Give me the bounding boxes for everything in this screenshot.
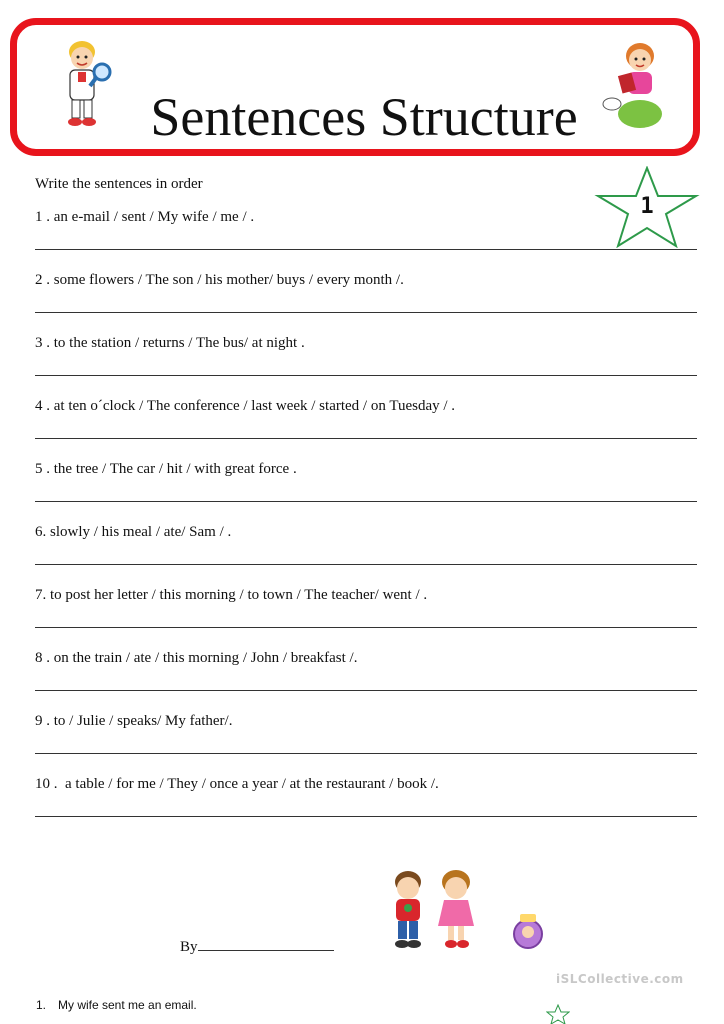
exercise-prompt: 5 . the tree / The car / hit / with great force .	[35, 461, 297, 477]
by-label: By	[180, 939, 198, 955]
answer-line[interactable]	[35, 438, 697, 439]
exercise-prompt: 7. to post her letter / this morning / to town / The teacher/ went / .	[35, 587, 428, 603]
exercise-item	[35, 207, 697, 227]
exercise-prompt: 3 . to the station / returns / The bus/ at night .	[35, 335, 305, 351]
exercise-prompt: 4 . at ten o´clock / The conference / last week / started / on Tuesday / .	[35, 398, 456, 414]
exercise-item	[35, 774, 697, 794]
answer-line[interactable]	[35, 564, 697, 565]
girl-reading-illustration	[600, 40, 666, 130]
exercise-item	[35, 396, 697, 416]
star-icon	[546, 1004, 570, 1024]
answer-line[interactable]	[35, 312, 697, 313]
answer-text: My wife sent me an email.	[58, 998, 197, 1012]
answer-number: 1.	[36, 998, 47, 1012]
worksheet-number: 1	[640, 194, 654, 219]
answer-key	[36, 998, 197, 1012]
exercise-prompt: 6. slowly / his meal / ate/ Sam / .	[35, 524, 232, 540]
answer-line[interactable]	[35, 816, 697, 817]
exercise-item	[35, 459, 697, 479]
exercise-item	[35, 333, 697, 353]
boy-with-magnifier-illustration	[58, 38, 114, 128]
exercise-prompt: 2 . some flowers / The son / his mother/ buys / every month /.	[35, 272, 404, 288]
answer-line[interactable]	[35, 627, 697, 628]
exercise-item	[35, 270, 697, 290]
answer-line[interactable]	[35, 753, 697, 754]
exercise-item	[35, 585, 697, 605]
author-name-line[interactable]	[198, 936, 334, 951]
answer-line[interactable]	[35, 501, 697, 502]
exercise-item	[35, 711, 697, 731]
exercise-item	[35, 648, 697, 668]
author-signature	[180, 936, 334, 956]
exercise-prompt: 8 . on the train / ate / this morning / John / breakfast /.	[35, 650, 358, 666]
answer-line[interactable]	[35, 375, 697, 376]
exercise-prompt: 9 . to / Julie / speaks/ My father/.	[35, 713, 233, 729]
exercise-item	[35, 522, 697, 542]
exercise-prompt: 1 . an e-mail / sent / My wife / me / .	[35, 209, 255, 225]
exercise-prompt: 10 . a table / for me / They / once a year / at the restaurant / book /.	[35, 776, 439, 792]
author-logo-icon	[510, 912, 546, 950]
answer-line[interactable]	[35, 249, 697, 250]
page-title: Sentences Structure	[150, 87, 578, 147]
instructions-text: Write the sentences in order	[35, 176, 203, 192]
kids-illustration	[386, 868, 482, 952]
answer-line[interactable]	[35, 690, 697, 691]
watermark: iSLCollective.com	[556, 972, 684, 986]
